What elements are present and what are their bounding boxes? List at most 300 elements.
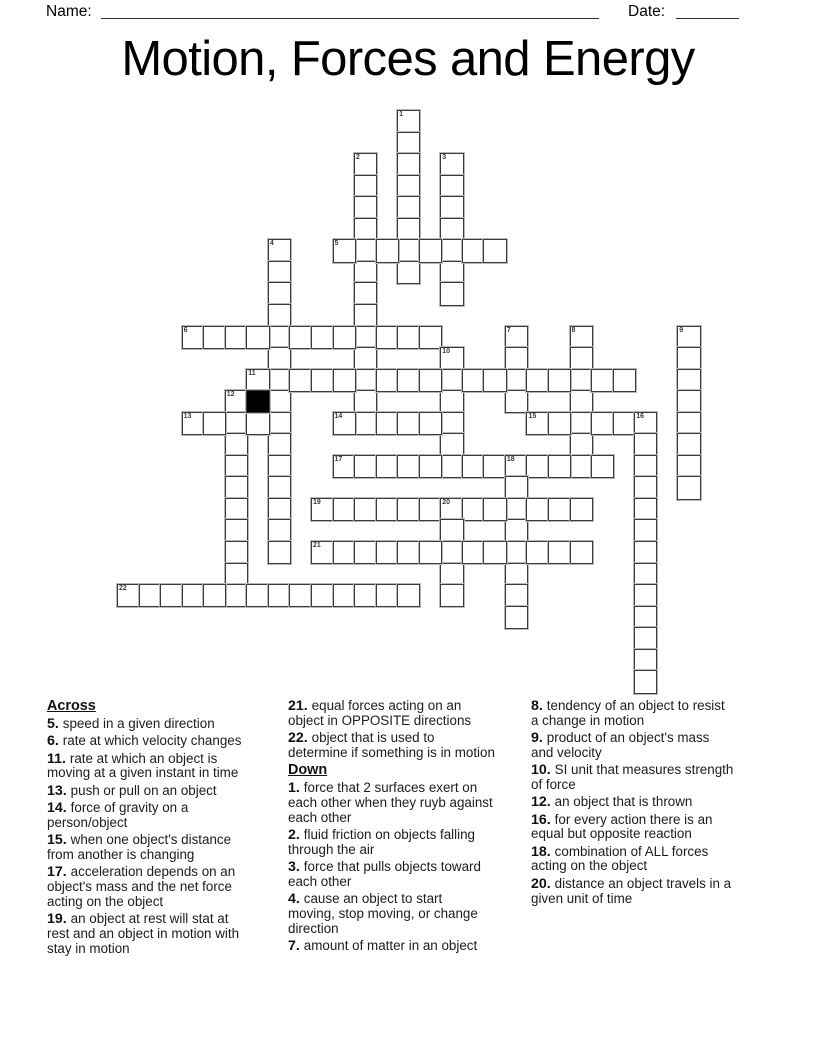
grid-cell[interactable] (117, 584, 140, 607)
clue-number: 21. (288, 698, 312, 714)
grid-cell[interactable] (289, 369, 312, 392)
grid-cell[interactable] (225, 455, 248, 478)
clue-number: 17. (47, 864, 71, 881)
clue-text-line: of force (531, 776, 576, 792)
grid-cell[interactable] (570, 347, 593, 370)
clue-number: 7. (288, 938, 304, 955)
grid-cell[interactable] (440, 261, 463, 284)
grid-cell[interactable] (397, 196, 420, 219)
grid-cell[interactable] (591, 412, 614, 435)
grid-cell[interactable] (376, 498, 399, 521)
grid-cell[interactable] (677, 476, 700, 499)
grid-cell[interactable] (419, 541, 442, 564)
clue-text-line: 15. when one object's distance (47, 832, 232, 849)
grid-cell[interactable] (634, 412, 657, 435)
grid-cell[interactable] (613, 412, 636, 435)
clue-number: 18. (531, 843, 555, 860)
grid-cell[interactable] (397, 239, 420, 262)
grid-cell[interactable] (333, 239, 356, 262)
grid-cell[interactable] (268, 433, 291, 456)
grid-cell[interactable] (570, 369, 593, 392)
grid-cell[interactable] (354, 196, 377, 219)
grid-cell[interactable] (311, 369, 334, 392)
grid-cell[interactable] (311, 541, 334, 564)
clue-text-line: acting on the object (531, 858, 648, 874)
grid-cell[interactable] (333, 498, 356, 521)
clue-number: 13. (47, 782, 71, 799)
grid-cell[interactable] (268, 261, 291, 284)
grid-cell[interactable] (462, 455, 485, 478)
grid-cell[interactable] (548, 369, 571, 392)
clue-text-line: direction (288, 920, 339, 936)
grid-cell[interactable] (462, 239, 485, 262)
grid-cell[interactable] (268, 519, 291, 542)
grid-cell[interactable] (440, 519, 463, 542)
grid-cell[interactable] (526, 455, 549, 478)
grid-cell[interactable] (333, 326, 356, 349)
clue-text-line: 20. distance an object travels in a (531, 875, 732, 892)
clue-number: 19. (47, 911, 71, 928)
cell-number: 1 (399, 111, 404, 118)
cell-number: 2 (356, 154, 360, 162)
grid-cell[interactable] (225, 541, 248, 564)
grid-cell[interactable] (376, 369, 399, 392)
grid-cell[interactable] (333, 455, 356, 478)
cell-number: 4 (269, 240, 274, 248)
grid-cell[interactable] (634, 606, 657, 629)
grid-cell[interactable] (634, 455, 657, 478)
clue-15 (47, 833, 287, 863)
clue-6 (47, 734, 287, 749)
grid-cell[interactable] (677, 369, 700, 392)
grid-cell[interactable] (268, 326, 291, 349)
clue-text-line: and velocity (531, 744, 602, 760)
clue-number: 9. (531, 730, 547, 747)
grid-cell[interactable] (570, 326, 593, 349)
clue-text-line: object in OPPOSITE directions (288, 712, 472, 728)
grid-cell[interactable] (419, 412, 442, 435)
grid-cell[interactable] (505, 541, 528, 564)
cell-number: 14 (334, 412, 343, 420)
clue-11 (47, 752, 287, 782)
clue-number: 4. (288, 891, 304, 908)
grid-cell[interactable] (354, 261, 377, 284)
grid-cell[interactable] (268, 282, 291, 305)
clue-text-line: rest and an object in motion with (47, 925, 240, 941)
grid-cell[interactable] (634, 476, 657, 499)
clue-text-line: moving, stop moving, or change (288, 906, 478, 922)
clue-number: 16. (531, 811, 555, 828)
clue-12 (531, 795, 781, 810)
grid-cell[interactable] (505, 476, 528, 499)
clue-column-across (47, 699, 287, 959)
grid-cell[interactable] (677, 390, 700, 413)
grid-cell[interactable] (354, 153, 377, 176)
grid-cell[interactable] (483, 498, 506, 521)
grid-cell[interactable] (483, 369, 506, 392)
clue-text-line: person/object (47, 814, 128, 830)
grid-cell[interactable] (354, 584, 377, 607)
grid-cell[interactable] (225, 584, 248, 607)
clue-text-line: determine if something is in motion (288, 744, 495, 760)
cell-number: 16 (636, 412, 644, 420)
grid-cell[interactable] (354, 390, 377, 413)
clue-number: 2. (288, 827, 304, 844)
grid-cell[interactable] (182, 326, 205, 349)
grid-cell[interactable] (333, 369, 356, 392)
clue-number: 14. (47, 799, 71, 816)
grid-cell[interactable] (677, 433, 700, 456)
name-label: Name: (46, 3, 92, 20)
clue-text-line: 10. SI unit that measures strength (531, 762, 734, 779)
clue-22 (288, 731, 528, 761)
grid-cell[interactable] (440, 433, 463, 456)
clue-14 (47, 801, 287, 831)
clue-9 (531, 731, 781, 761)
grid-cell[interactable] (246, 369, 269, 392)
grid-cell[interactable] (354, 218, 377, 241)
grid-cell[interactable] (634, 627, 657, 650)
grid-cell[interactable] (440, 390, 463, 413)
grid-cell[interactable] (570, 433, 593, 456)
grid-cell[interactable] (526, 541, 549, 564)
grid-cell[interactable] (203, 584, 226, 607)
grid-cell[interactable] (354, 412, 377, 435)
grid-cell[interactable] (505, 369, 528, 392)
grid-cell[interactable] (311, 326, 334, 349)
clue-1 (288, 781, 528, 825)
clue-number: 10. (531, 762, 555, 779)
grid-cell[interactable] (440, 455, 463, 478)
grid-cell[interactable] (526, 412, 549, 435)
grid-cell[interactable] (376, 584, 399, 607)
grid-cell[interactable] (376, 412, 399, 435)
clue-number: 11. (47, 750, 70, 767)
grid-cell[interactable] (160, 584, 183, 607)
grid-cell[interactable] (419, 239, 442, 262)
grid-cell[interactable] (634, 541, 657, 564)
clue-text-line: 7. amount of matter in an object (288, 938, 478, 955)
grid-cell[interactable] (376, 326, 399, 349)
clue-text-line: 22. object that is used to (288, 730, 435, 747)
cell-number: 13 (183, 412, 192, 420)
clue-16 (531, 813, 781, 843)
grid-cell[interactable] (354, 369, 377, 392)
clue-text-line: 14. force of gravity on a (47, 799, 189, 816)
clue-text-line: each other (288, 873, 352, 889)
grid-cell[interactable] (440, 175, 463, 198)
clue-text-line: 1. force that 2 surfaces exert on (288, 780, 478, 797)
grid-cell[interactable] (397, 326, 420, 349)
grid-cell[interactable] (225, 498, 248, 521)
cell-number: 6 (183, 326, 188, 334)
clue-text-line: each other (288, 809, 352, 825)
grid-cell[interactable] (354, 282, 377, 305)
grid-cell[interactable] (462, 541, 485, 564)
grid-cell[interactable] (634, 649, 657, 672)
grid-cell[interactable] (268, 541, 291, 564)
grid-cell[interactable] (634, 563, 657, 586)
clue-text-line: object's mass and the net force (47, 878, 232, 894)
clue-text-line: 19. an object at rest will stat at (47, 911, 229, 928)
grid-cell[interactable] (483, 541, 506, 564)
clue-text-line: 12. an object that is thrown (531, 794, 693, 811)
clue-text-line: acting on the object (47, 893, 164, 909)
grid-cell[interactable] (397, 541, 420, 564)
grid-cell[interactable] (268, 476, 291, 499)
grid-cell[interactable] (677, 326, 700, 349)
grid-cell[interactable] (505, 563, 528, 586)
grid-cell[interactable] (246, 326, 269, 349)
grid-cell[interactable] (483, 239, 506, 262)
clue-10 (531, 763, 781, 793)
grid-cell[interactable] (139, 584, 162, 607)
clue-text-line: 18. combination of ALL forces (531, 843, 709, 860)
clue-number: 5. (47, 716, 63, 732)
grid-cell[interactable] (505, 584, 528, 607)
grid-cell[interactable] (677, 412, 700, 435)
grid-cell[interactable] (354, 455, 377, 478)
grid-cell[interactable] (634, 519, 657, 542)
grid-cell[interactable] (677, 455, 700, 478)
grid-cell[interactable] (440, 541, 463, 564)
down-heading: Down (288, 762, 328, 779)
cell-number: 22 (119, 585, 127, 593)
clue-8 (531, 699, 781, 729)
grid-cell[interactable] (397, 153, 420, 176)
grid-cell[interactable] (505, 326, 528, 349)
grid-cell[interactable] (289, 326, 312, 349)
clue-20 (531, 877, 781, 907)
clue-text-line: a change in motion (531, 712, 645, 728)
grid-cell[interactable] (311, 584, 334, 607)
date-label: Date: (628, 3, 666, 20)
grid-cell[interactable] (570, 455, 593, 478)
grid-cell[interactable] (570, 390, 593, 413)
clue-text-line: each other when they ruyb against (288, 794, 493, 810)
grid-cell[interactable] (419, 498, 442, 521)
clue-column-down (531, 699, 781, 909)
grid-cell[interactable] (526, 498, 549, 521)
clue-text-line: 8. tendency of an object to resist (531, 698, 725, 714)
grid-cell[interactable] (246, 584, 269, 607)
cell-number: 15 (528, 412, 537, 420)
grid-cell[interactable] (440, 347, 463, 370)
grid-cell[interactable] (548, 498, 571, 521)
clue-column-middle (288, 699, 528, 956)
grid-cell[interactable] (203, 412, 226, 435)
grid-cell[interactable] (634, 498, 657, 521)
grid-cell[interactable] (397, 369, 420, 392)
grid-cell[interactable] (268, 390, 291, 413)
grid-cell[interactable] (376, 239, 399, 262)
clue-4 (288, 892, 528, 936)
worksheet-title: Motion, Forces and Energy (121, 32, 695, 86)
clue-number: 3. (288, 859, 304, 876)
clue-17 (47, 865, 287, 909)
clue-text-line: stay in motion (47, 940, 130, 956)
clue-number: 20. (531, 875, 555, 892)
grid-cell[interactable] (526, 369, 549, 392)
cell-number: 5 (334, 240, 339, 248)
clue-text-line: through the air (288, 841, 375, 857)
grid-cell[interactable] (225, 390, 248, 413)
clue-number: 15. (47, 832, 71, 849)
clue-text-line: 3. force that pulls objects toward (288, 859, 481, 876)
grid-cell[interactable] (397, 110, 420, 133)
grid-cell[interactable] (570, 498, 593, 521)
clue-text-line: 11. rate at which an object is (47, 750, 218, 767)
grid-cell[interactable] (268, 239, 291, 262)
grid-cell[interactable] (268, 347, 291, 370)
grid-cell[interactable] (440, 153, 463, 176)
grid-cell[interactable] (419, 369, 442, 392)
clue-text-line: 4. cause an object to start (288, 891, 443, 908)
grid-cell[interactable] (354, 326, 377, 349)
grid-cell[interactable] (376, 541, 399, 564)
grid-cell[interactable] (397, 584, 420, 607)
grid-cell[interactable] (397, 218, 420, 241)
grid-cell[interactable] (311, 498, 334, 521)
clue-text-line: 6. rate at which velocity changes (47, 733, 242, 750)
grid-cell[interactable] (268, 304, 291, 327)
clue-5 (47, 717, 287, 732)
grid-cell[interactable] (462, 369, 485, 392)
grid-cell[interactable] (397, 132, 420, 155)
clue-text-line: 2. fluid friction on objects falling (288, 827, 475, 844)
grid-cell[interactable] (505, 606, 528, 629)
grid-cell[interactable] (354, 304, 377, 327)
clue-number: 6. (47, 733, 63, 750)
grid-cell[interactable] (225, 563, 248, 586)
grid-cell[interactable] (354, 347, 377, 370)
grid-cell[interactable] (440, 412, 463, 435)
grid-cell[interactable] (440, 369, 463, 392)
grid-cell[interactable] (634, 433, 657, 456)
grid-cell[interactable] (548, 412, 571, 435)
grid-cell[interactable] (354, 498, 377, 521)
grid-cell[interactable] (182, 584, 205, 607)
grid-cell[interactable] (333, 541, 356, 564)
cell-number: 20 (442, 498, 451, 506)
grid-cell[interactable] (376, 455, 399, 478)
grid-cell[interactable] (505, 455, 528, 478)
grid-cell[interactable] (225, 476, 248, 499)
grid-cell[interactable] (591, 455, 614, 478)
grid-cell[interactable] (462, 498, 485, 521)
grid-cell[interactable] (440, 196, 463, 219)
grid-cell[interactable] (268, 584, 291, 607)
cell-number: 11 (248, 369, 256, 377)
grid-cell[interactable] (354, 239, 377, 262)
grid-cell[interactable] (570, 412, 593, 435)
clue-text-line: 16. for every action there is an (531, 811, 713, 828)
grid-cell[interactable] (397, 498, 420, 521)
across-heading: Across (47, 698, 96, 714)
grid-cell[interactable] (634, 670, 657, 693)
grid-cell[interactable] (289, 584, 312, 607)
cell-number: 17 (334, 455, 343, 463)
cell-number: 10 (442, 348, 451, 356)
clue-text-line: 17. acceleration depends on an (47, 864, 236, 881)
clue-13 (47, 784, 287, 799)
grid-cell[interactable] (505, 390, 528, 413)
grid-cell[interactable] (268, 412, 291, 435)
clue-text-line: given unit of time (531, 890, 633, 906)
grid-cell[interactable] (268, 369, 291, 392)
grid-cell[interactable] (225, 433, 248, 456)
grid-cell[interactable] (333, 412, 356, 435)
clue-text-line: 21. equal forces acting on an (288, 698, 462, 714)
grid-cell[interactable] (440, 498, 463, 521)
cell-number: 12 (226, 391, 235, 399)
grid-cell[interactable] (225, 412, 248, 435)
grid-cell[interactable] (397, 455, 420, 478)
grid-cell[interactable] (570, 541, 593, 564)
grid-cell[interactable] (397, 175, 420, 198)
clue-text-line: 5. speed in a given direction (47, 716, 215, 732)
cell-number: 19 (312, 498, 321, 506)
clue-text-line: equal but opposite reaction (531, 826, 692, 842)
clue-2 (288, 828, 528, 858)
clue-text-line: 9. product of an object's mass (531, 730, 710, 747)
grid-cell[interactable] (548, 541, 571, 564)
grid-cell[interactable] (203, 326, 226, 349)
black-cell (246, 390, 269, 413)
clue-21 (288, 699, 528, 729)
clue-text-line: 13. push or pull on an object (47, 782, 217, 799)
clue-19 (47, 912, 287, 956)
grid-cell[interactable] (440, 239, 463, 262)
grid-cell[interactable] (505, 519, 528, 542)
clue-number: 8. (531, 698, 547, 714)
grid-cell[interactable] (613, 369, 636, 392)
grid-cell[interactable] (354, 541, 377, 564)
grid-cell[interactable] (225, 519, 248, 542)
grid-cell[interactable] (677, 347, 700, 370)
clue-text-line: moving at a given instant in time (47, 765, 239, 781)
grid-cell[interactable] (483, 455, 506, 478)
grid-cell[interactable] (182, 412, 205, 435)
cell-number: 7 (506, 326, 511, 334)
cell-number: 18 (506, 455, 515, 463)
clue-number: 22. (288, 730, 312, 747)
clue-7 (288, 939, 528, 954)
grid-cell[interactable] (268, 498, 291, 521)
cell-number: 3 (442, 154, 447, 162)
grid-cell[interactable] (268, 455, 291, 478)
clue-3 (288, 860, 528, 890)
grid-cell[interactable] (505, 498, 528, 521)
grid-cell[interactable] (225, 326, 248, 349)
clue-18 (531, 845, 781, 875)
grid-cell[interactable] (419, 455, 442, 478)
grid-cell[interactable] (246, 412, 269, 435)
grid-cell[interactable] (440, 218, 463, 241)
grid-cell[interactable] (440, 563, 463, 586)
grid-cell[interactable] (634, 584, 657, 607)
grid-cell[interactable] (419, 326, 442, 349)
grid-cell[interactable] (440, 282, 463, 305)
grid-cell[interactable] (354, 175, 377, 198)
grid-cell[interactable] (397, 412, 420, 435)
grid-cell[interactable] (440, 584, 463, 607)
grid-cell[interactable] (505, 347, 528, 370)
grid-cell[interactable] (333, 584, 356, 607)
grid-cell[interactable] (591, 369, 614, 392)
grid-cell[interactable] (548, 455, 571, 478)
grid-cell[interactable] (397, 261, 420, 284)
